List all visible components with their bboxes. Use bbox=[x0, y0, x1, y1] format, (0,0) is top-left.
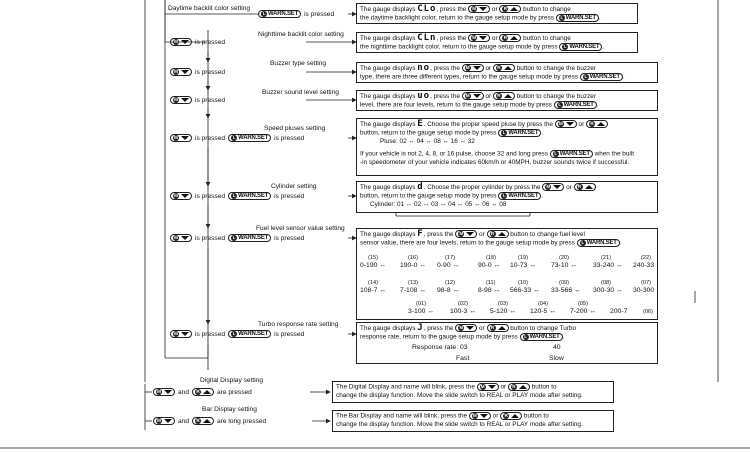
m-button[interactable]: M bbox=[455, 324, 477, 332]
warn-set-button[interactable]: L WARN.SET bbox=[559, 43, 602, 51]
m-button[interactable]: M bbox=[462, 64, 484, 72]
fuel-value: 120-5 ↔ bbox=[530, 308, 557, 315]
cond-digital: M and R are pressed bbox=[153, 388, 252, 396]
speed-note: -in speedometer of your vehicle indicates 60km/h or 40MPH, buzzer sounds twice if successful. bbox=[360, 158, 630, 166]
turbo-rate-end: 40 bbox=[553, 344, 561, 351]
fuel-code: (06) bbox=[643, 309, 653, 315]
bar-note: change the display function. Move the slide switch to REAL or PLAY mode after setting. bbox=[336, 420, 583, 428]
down-arrow-icon bbox=[566, 122, 574, 126]
warn-set-button[interactable]: L WARN.SET bbox=[498, 192, 541, 200]
fuel-code: (13) bbox=[408, 280, 418, 286]
fuel-value: 100-3 ↔ bbox=[450, 308, 477, 315]
fuel-value: 7-200 ↔ bbox=[570, 308, 597, 315]
down-arrow-icon bbox=[479, 7, 487, 11]
up-arrow-icon bbox=[203, 390, 211, 394]
down-arrow-icon bbox=[181, 98, 189, 102]
cond-buzzer-level: M is pressed bbox=[170, 96, 225, 104]
m-button[interactable]: M bbox=[170, 68, 192, 76]
label-buzzer-type: Buzzer type setting bbox=[270, 60, 327, 67]
up-arrow-icon bbox=[585, 185, 593, 189]
warn-set-button[interactable]: L WARN.SET bbox=[556, 14, 599, 22]
fuel-code: (21) bbox=[601, 255, 611, 261]
fuel-code: (02) bbox=[458, 301, 468, 307]
fuel-code: (16) bbox=[408, 255, 418, 261]
fuel-value: 190-0 ↔ bbox=[400, 262, 427, 269]
fuel-value: 0-190 ↔ bbox=[360, 262, 387, 269]
box-fuel: The gauge displays F, press the M or R button to change fuel level sensor value, there are four levels, return to the gauge setup mode by press L WARN.SET . bbox=[356, 228, 658, 320]
segment-display: E bbox=[417, 119, 424, 129]
m-button[interactable]: M bbox=[153, 388, 175, 396]
down-arrow-icon bbox=[480, 414, 488, 418]
m-button[interactable]: M bbox=[468, 34, 490, 42]
warn-set-button[interactable]: L WARN.SET bbox=[580, 73, 623, 81]
segment-display: no bbox=[417, 63, 431, 73]
fuel-code: (12) bbox=[445, 280, 455, 286]
cond-daytime: L WARN.SET is pressed bbox=[258, 10, 334, 18]
fuel-code: (15) bbox=[368, 255, 378, 261]
box-digital: The Digital Display and name will blink, press the M or R button to change the display function. Move the slide switch to REAL or PLAY mode after setting. bbox=[332, 381, 614, 403]
segment-display: uo bbox=[417, 91, 431, 101]
cond-turbo: M is pressed L WARN.SET is pressed bbox=[170, 330, 304, 338]
fuel-value: 33-240 ↔ bbox=[593, 262, 623, 269]
up-arrow-icon bbox=[203, 419, 211, 423]
down-arrow-icon bbox=[181, 236, 189, 240]
label-digital: Digital Display setting bbox=[200, 377, 264, 384]
down-arrow-icon bbox=[181, 194, 189, 198]
fuel-code: (10) bbox=[518, 280, 528, 286]
warn-set-button[interactable]: L WARN.SET bbox=[554, 101, 597, 109]
label-speed: Speed pluses setting bbox=[264, 125, 326, 132]
segment-display: F bbox=[417, 229, 424, 239]
m-button[interactable]: M bbox=[555, 120, 577, 128]
fuel-value: 200-7 bbox=[610, 308, 628, 315]
m-button[interactable]: M bbox=[477, 383, 499, 391]
fuel-code: (17) bbox=[445, 255, 455, 261]
up-arrow-icon bbox=[498, 326, 506, 330]
down-arrow-icon bbox=[181, 70, 189, 74]
label-nighttime: Nighttime backlit color setting bbox=[258, 31, 344, 38]
segment-display: d bbox=[417, 182, 424, 192]
fuel-value: 5-120 ↔ bbox=[490, 308, 517, 315]
box-cylinder: The gauge displays d. Choose the proper cylinder by press the M or R button, return to the gauge setup mode by press L WARN.SET . Cylinder: 01 ↔ 02 ↔ 03 ↔ 04 ↔ 05 ↔ 06 ↔ 08 bbox=[356, 181, 658, 213]
fuel-value: 566-33 ↔ bbox=[510, 287, 540, 294]
digital-note: change the display function. Move the slide switch to REAL or PLAY mode after setting. bbox=[336, 391, 583, 399]
r-button[interactable]: R bbox=[500, 412, 522, 420]
box-buzzer-level: The gauge displays uo, press the M or R button to change the buzzer level, there are four levels, return to the gauge setup mode by press L WARN.SET . bbox=[356, 90, 658, 111]
up-arrow-icon bbox=[519, 385, 527, 389]
label-bar: Bar Display setting bbox=[202, 406, 257, 413]
segment-display: J bbox=[417, 323, 424, 333]
m-button[interactable]: M bbox=[170, 330, 192, 338]
m-button[interactable]: M bbox=[170, 192, 192, 200]
up-arrow-icon bbox=[597, 122, 605, 126]
label-buzzer-level: Buzzer sound level setting bbox=[262, 89, 339, 96]
fuel-value: 8-98 ↔ bbox=[478, 287, 501, 294]
r-button[interactable]: R bbox=[487, 324, 509, 332]
m-button[interactable]: M bbox=[170, 234, 192, 242]
fuel-code: (05) bbox=[578, 301, 588, 307]
r-button[interactable]: R bbox=[493, 92, 515, 100]
cond-speed: M is pressed L WARN.SET is pressed bbox=[170, 134, 304, 142]
box-buzzer-type: The gauge displays no, press the M or R button to change the buzzer type, there are three different types, return to the gauge setup mode by press L WARN.SET . bbox=[356, 62, 658, 83]
fuel-value: 240-33 bbox=[633, 262, 655, 269]
fuel-code: (09) bbox=[559, 280, 569, 286]
fuel-code: (04) bbox=[538, 301, 548, 307]
up-arrow-icon bbox=[504, 66, 512, 70]
r-button[interactable]: R bbox=[499, 5, 521, 13]
m-button[interactable]: M bbox=[170, 96, 192, 104]
fuel-value: 90-0 ↔ bbox=[478, 262, 501, 269]
m-button[interactable]: M bbox=[455, 230, 477, 238]
label-fuel: Fuel level sensor value setting bbox=[256, 225, 345, 232]
down-arrow-icon bbox=[553, 185, 561, 189]
down-arrow-icon bbox=[181, 332, 189, 336]
warn-set-button[interactable]: L WARN.SET bbox=[228, 192, 271, 200]
down-arrow-icon bbox=[466, 232, 474, 236]
fuel-value: 33-566 ↔ bbox=[551, 287, 581, 294]
m-button[interactable]: M bbox=[170, 38, 192, 46]
box-turbo: The gauge displays J, press the M or R button to change Turbo response rate, return to the gauge setup mode by press L WARN.SET . bbox=[356, 322, 658, 364]
fuel-value: 10-73 ↔ bbox=[510, 262, 537, 269]
down-arrow-icon bbox=[181, 40, 189, 44]
up-arrow-icon bbox=[498, 232, 506, 236]
r-button[interactable]: R bbox=[508, 383, 530, 391]
m-button[interactable]: M bbox=[542, 183, 564, 191]
r-button[interactable]: R bbox=[487, 230, 509, 238]
down-arrow-icon bbox=[466, 326, 474, 330]
r-button[interactable]: R bbox=[192, 417, 214, 425]
down-arrow-icon bbox=[488, 385, 496, 389]
warn-set-button[interactable]: L WARN.SET bbox=[520, 333, 563, 341]
fuel-value: 108-7 ↔ bbox=[360, 287, 387, 294]
m-button[interactable]: M bbox=[468, 5, 490, 13]
r-button[interactable]: R bbox=[586, 120, 608, 128]
fuel-code: (20) bbox=[559, 255, 569, 261]
cond-bar: M and R are long pressed bbox=[153, 417, 266, 425]
up-arrow-icon bbox=[504, 94, 512, 98]
label-cylinder: Cylinder setting bbox=[271, 183, 317, 190]
label-turbo: Turbo response rate setting bbox=[258, 321, 339, 328]
fuel-code: (03) bbox=[498, 301, 508, 307]
fuel-code: (18) bbox=[486, 255, 496, 261]
cond-nighttime: M is pressed bbox=[170, 38, 225, 46]
down-arrow-icon bbox=[473, 94, 481, 98]
box-speed: The gauge displays E. Choose the proper speed pluse by press the M or R button, return to the gauge setup mode by press L WARN.SET . Pluse: 02 ↔ 04 ↔ 08 ↔ 16 ↔ 32 If your vehicle is not 2, 4, 8, or 16 pulse, choose 32 and long press L WARN.SET when the built -in speedometer of your vehicle indicates 60km/h or 40MPH, buzzer sounds twice if successful. bbox=[356, 118, 658, 176]
fuel-value: 30-300 bbox=[633, 287, 655, 294]
m-button[interactable]: M bbox=[469, 412, 491, 420]
warn-set-button[interactable]: L WARN.SET bbox=[577, 239, 620, 247]
up-arrow-icon bbox=[510, 36, 518, 40]
cond-fuel: M is pressed L WARN.SET is pressed bbox=[170, 234, 304, 242]
r-button[interactable]: R bbox=[574, 183, 596, 191]
down-arrow-icon bbox=[181, 136, 189, 140]
fuel-code: (22) bbox=[641, 255, 651, 261]
m-button[interactable]: M bbox=[462, 92, 484, 100]
up-arrow-icon bbox=[511, 414, 519, 418]
down-arrow-icon bbox=[479, 36, 487, 40]
fuel-value: 73-10 ↔ bbox=[551, 262, 578, 269]
warn-set-button[interactable]: L WARN.SET bbox=[228, 134, 271, 142]
fuel-value: 7-108 ↔ bbox=[400, 287, 427, 294]
warn-set-button[interactable]: L WARN.SET bbox=[258, 10, 301, 18]
turbo-fast-label: Fast bbox=[456, 355, 470, 362]
down-arrow-icon bbox=[164, 390, 172, 394]
down-arrow-icon bbox=[164, 419, 172, 423]
cond-cylinder: M is pressed L WARN.SET is pressed bbox=[170, 192, 304, 200]
warn-set-button[interactable]: L WARN.SET bbox=[228, 234, 271, 242]
cylinder-values: Cylinder: 01 ↔ 02 ↔ 03 ↔ 04 ↔ 05 ↔ 06 ↔ 08 bbox=[370, 200, 507, 208]
r-button[interactable]: R bbox=[192, 388, 214, 396]
warn-set-button[interactable]: L WARN.SET bbox=[228, 330, 271, 338]
fuel-code: (07) bbox=[641, 280, 651, 286]
fuel-value: 300-30 ↔ bbox=[593, 287, 623, 294]
fuel-value: 0-90 ↔ bbox=[437, 262, 460, 269]
turbo-slow-label: Slow bbox=[549, 355, 564, 362]
pluse-values: Pluse: 02 ↔ 04 ↔ 08 ↔ 16 ↔ 32 bbox=[380, 137, 475, 145]
box-bar: The Bar Display and name will blink, press the M or R button to change the display function. Move the slide switch to REAL or PLAY mode after setting. bbox=[332, 410, 614, 432]
down-arrow-icon bbox=[473, 66, 481, 70]
fuel-code: (14) bbox=[368, 280, 378, 286]
cond-buzzer-type: M is pressed bbox=[170, 68, 225, 76]
fuel-code: (19) bbox=[518, 255, 528, 261]
fuel-code: (08) bbox=[601, 280, 611, 286]
r-button[interactable]: R bbox=[493, 64, 515, 72]
m-button[interactable]: M bbox=[153, 417, 175, 425]
box-daytime: The gauge displays CLo, press the M or R button to change the daytime backlight color, return to the gauge setup mode by press L WARN.SET . bbox=[356, 3, 638, 24]
label-daytime: Daytime backlit color setting bbox=[168, 5, 251, 12]
warn-set-button[interactable]: L WARN.SET bbox=[550, 150, 593, 158]
fuel-code: (01) bbox=[416, 301, 426, 307]
up-arrow-icon bbox=[510, 7, 518, 11]
segment-display: CLn bbox=[417, 33, 437, 43]
turbo-rate-start: Response rate: 03 bbox=[412, 344, 468, 351]
fuel-code: (11) bbox=[486, 280, 496, 286]
box-nighttime: The gauge displays CLn, press the M or R button to change the nighttime backlight color, return to the gauge setup mode by press L WARN.SET . bbox=[356, 32, 638, 53]
fuel-value: 98-8 ↔ bbox=[437, 287, 460, 294]
warn-set-button[interactable]: L WARN.SET bbox=[498, 129, 541, 137]
m-button[interactable]: M bbox=[170, 134, 192, 142]
r-button[interactable]: R bbox=[499, 34, 521, 42]
fuel-value: 3-100 ↔ bbox=[408, 308, 435, 315]
segment-display: CLo bbox=[417, 4, 437, 14]
